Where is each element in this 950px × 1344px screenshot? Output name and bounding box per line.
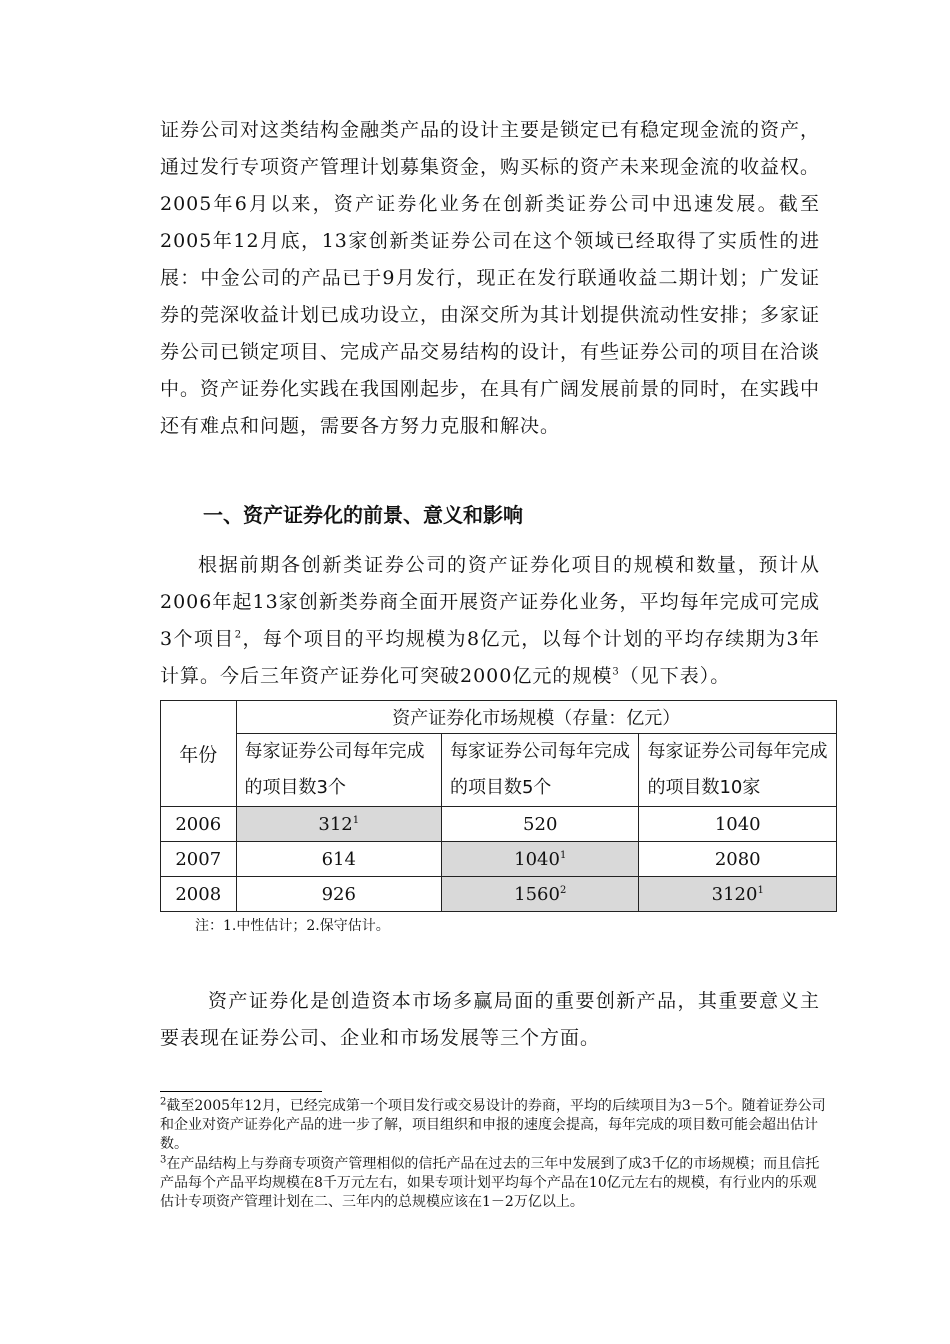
year-cell: 2006 [161,807,237,842]
significance-paragraph: 资产证券化是创造资本市场多赢局面的重要创新产品，其重要意义主要表现在证券公司、企业和市场发展等三个方面。 [160,990,820,1049]
footnote-3 [160,1155,828,1212]
table-cell: 1560$^2$ [441,877,639,912]
table-cell: 614 [236,842,441,877]
column-header-5: 每家证券公司每年完成的项目数5个 [441,734,639,807]
forecast-text-part2: ，每个项目的平均规模为8亿元，以每个计划的平均存续期为3年计算。今后三年资产证券化可突破2000亿元的规模 [160,628,820,687]
footnote-text: 在产品结构上与券商专项资产管理相似的信托产品在过去的三年中发展到了成3千亿的市场规模；而且信托产品每个产品平均规模在8千万元左右，如果专项计划平均每个产品在10亿元左右的规模，有行业内的乐观估计专项资产管理计划在二、三年内的总规模应该在1－2万亿以上。 [160,1156,820,1210]
group-header: 资产证券化市场规模（存量：亿元） [236,701,837,734]
footnote-divider [160,1091,322,1092]
table-cell: 1040$^1$ [441,842,639,877]
table-note: 注：1.中性估计；2.保守估计。 [195,918,390,934]
table-cell: 926 [236,877,441,912]
table-cell: 2080 [639,842,837,877]
column-header-10: 每家证券公司每年完成的项目数10家 [639,734,837,807]
footnote-2 [160,1097,828,1154]
footnote-text: 截至2005年12月，已经完成第一个项目发行或交易设计的券商，平均的后续项目为3－5个。随着证券公司和企业对资产证券化产品的进一步了解，项目组织和申报的速度会提高，每年完成的项目数可能会超出估计数。 [160,1098,826,1152]
forecast-text-part3: （见下表）。 [619,665,731,687]
forecast-text-part1: 根据前期各创新类证券公司的资产证券化项目的规模和数量，预计从2006年起13家创新类券商全面开展资产证券化业务，平均每年完成可完成3个项目 [160,554,820,650]
table-cell: 3120$^1$ [639,877,837,912]
table-row [161,807,837,842]
table-cell: $312^1$ [236,807,441,842]
year-header: 年份 [161,701,237,807]
table-row [161,842,837,877]
footnote-ref-3[interactable]: 3 [612,666,620,678]
year-cell: 2008 [161,877,237,912]
footnote-mark: 2 [160,1096,167,1108]
table-cell: 1040 [639,807,837,842]
table-row [161,877,837,912]
forecast-paragraph [160,547,820,695]
footnote-mark: 3 [160,1154,167,1166]
footnote-ref-2[interactable]: 2 [234,629,243,641]
market-size-table [160,700,837,912]
column-header-3: 每家证券公司每年完成的项目数3个 [236,734,441,807]
table-cell: 520 [441,807,639,842]
section-heading: 一、资产证券化的前景、意义和影响 [203,503,523,527]
year-cell: 2007 [161,842,237,877]
intro-paragraph: 证券公司对这类结构金融类产品的设计主要是锁定已有稳定现金流的资产，通过发行专项资产管理计划募集资金，购买标的资产未来现金流的收益权。2005年6月以来，资产证券化业务在创新类证券公司中迅速发展。截至2005年12月底，13家创新类证券公司在这个领域已经取得了实质性的进展：中金公司的产品已于9月发行，现正在发行联通收益二期计划；广发证券的莞深收益计划已成功设立，由深交所为其计划提供流动性安排；多家证券公司已锁定项目、完成产品交易结构的设计，有些证券公司的项目在洽谈中。资产证券化实践在我国刚起步，在具有广阔发展前景的同时，在实践中还有难点和问题，需要各方努力克服和解决。 [160,119,821,437]
